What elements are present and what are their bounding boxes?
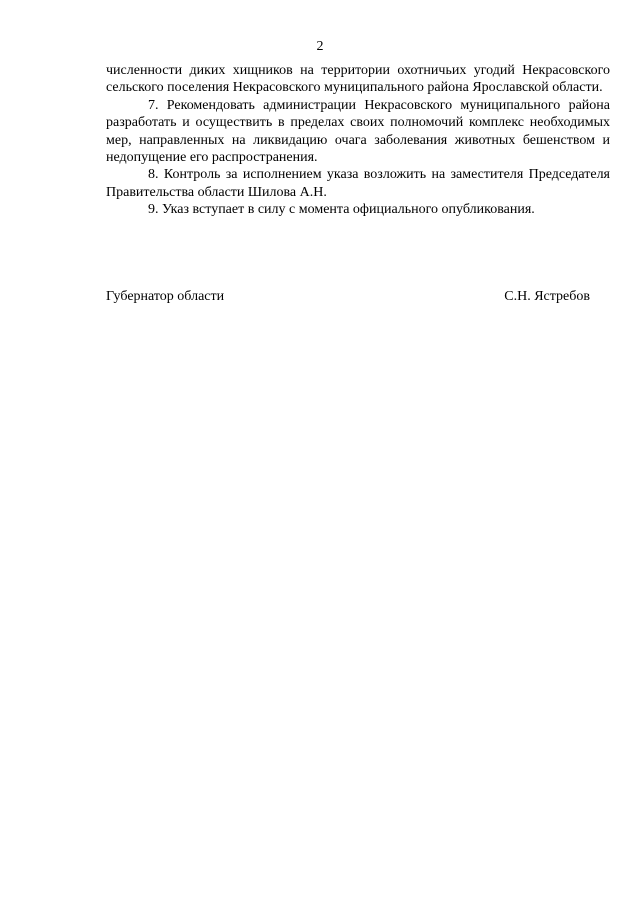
signatory-position: Губернатор области [106, 289, 225, 304]
paragraph-text: Контроль за исполнением указа возложить на заместителя Председателя Правительства области Шилова А.Н. [106, 167, 610, 200]
paragraph-item-9 [106, 201, 610, 218]
paragraph-number: 7. [148, 97, 159, 113]
signatory-name: С.Н. Ястребов [504, 289, 590, 304]
signature-block [106, 288, 590, 305]
paragraph-number: 8. [148, 167, 159, 183]
paragraph-text: Указ вступает в силу с момента официального опубликования. [162, 202, 535, 218]
paragraph-number: 9. [148, 202, 159, 218]
paragraph-item-8 [106, 166, 610, 201]
document-body [106, 62, 610, 219]
paragraph-text: численности диких хищников на территории охотничьих угодий Некрасовского сельского поселения Некрасовского муниципального района Ярославской области. [106, 63, 610, 96]
paragraph-text: Рекомендовать администрации Некрасовского муниципального района разработать и осуществить в пределах своих полномочий комплекс необходимых мер, направленных на ликвидацию очага заболевания животных бешенством и недопущение его распространения. [106, 97, 610, 166]
paragraph-item-7 [106, 97, 610, 167]
paragraph-continuation [106, 62, 610, 97]
page-number: 2 [316, 39, 324, 54]
